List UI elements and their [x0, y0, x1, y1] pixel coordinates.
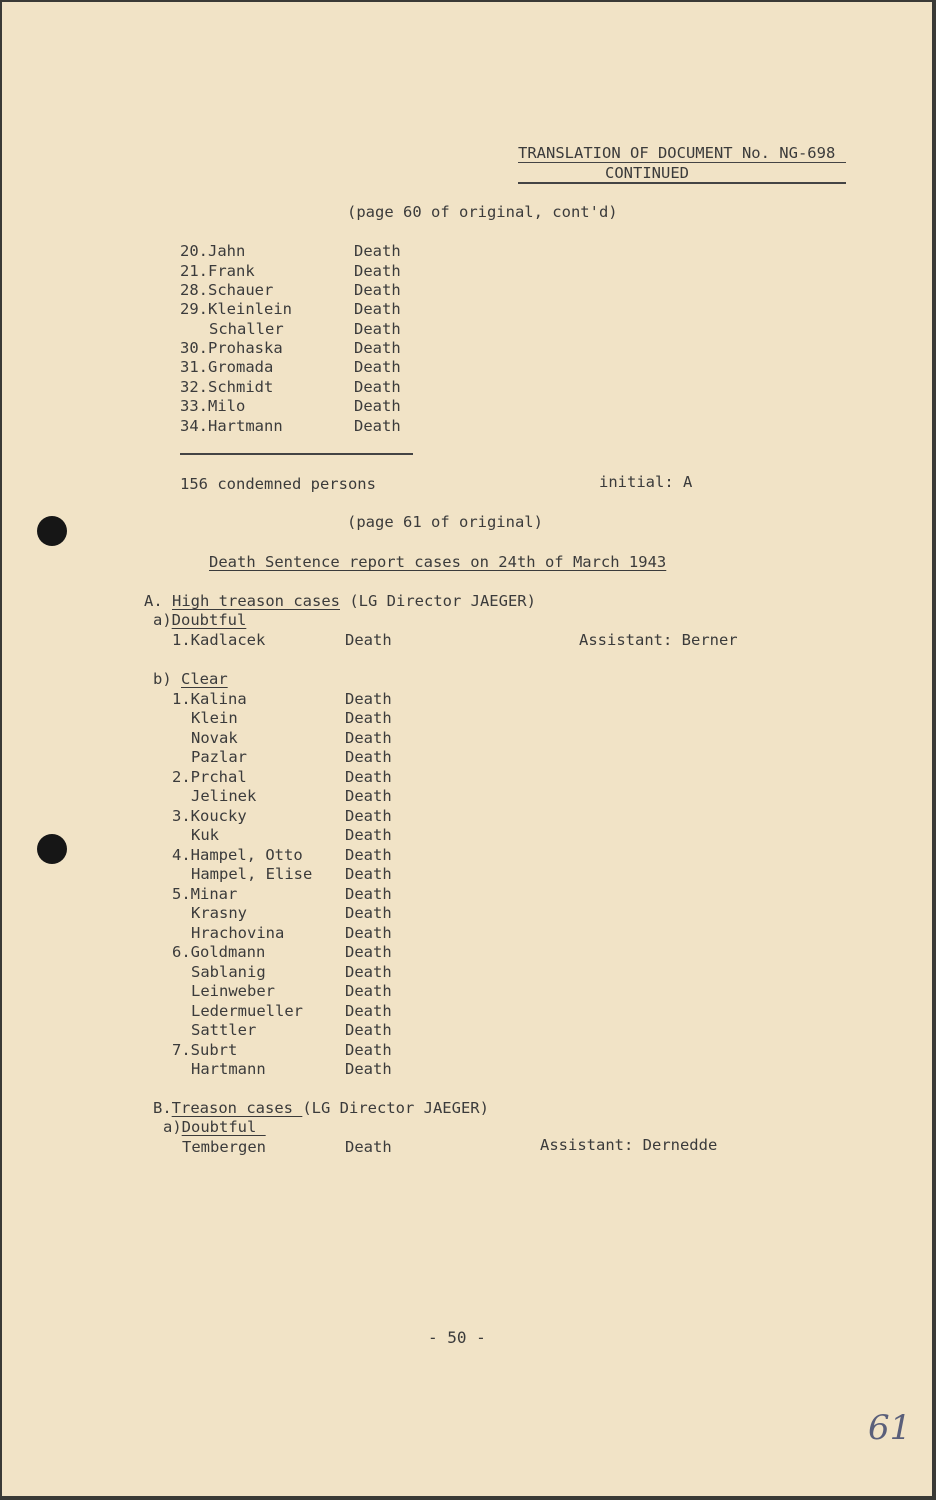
section-a-title: High treason cases — [172, 592, 340, 610]
list-item-sentence: Death — [345, 768, 392, 786]
page61-heading: (page 61 of original) — [347, 513, 543, 531]
list-item-name: 30.Prohaska — [180, 339, 283, 357]
list-item-sentence: Death — [354, 397, 401, 415]
list-item-name: 6.Goldmann — [172, 943, 266, 961]
list-item-sentence: Death — [345, 924, 392, 942]
section-b-title: Treason cases — [171, 1099, 303, 1117]
list-item-name: 32.Schmidt — [180, 378, 274, 396]
document-subtitle: CONTINUED — [605, 164, 689, 182]
list-item-name: 34.Hartmann — [180, 417, 283, 435]
list-item-name: Leinweber — [191, 982, 275, 1000]
list-item-name: 1.Kalina — [172, 690, 247, 708]
list-item-sentence: Death — [354, 300, 401, 318]
list-item-name: 4.Hampel, Otto — [172, 846, 303, 864]
list-item-sentence: Death — [345, 865, 392, 883]
list-item-sentence: Death — [354, 242, 401, 260]
list-item-name: Sattler — [191, 1021, 257, 1039]
page60-heading: (page 60 of original, cont'd) — [347, 203, 618, 221]
list-item-name: Hartmann — [191, 1060, 266, 1078]
list-item-sentence: Death — [354, 320, 401, 338]
list-item-name: 21.Frank — [180, 262, 255, 280]
handwritten-page-mark: 61 — [868, 1408, 912, 1448]
section-b-heading — [153, 1099, 489, 1117]
list-item-name: 29.Kleinlein — [180, 300, 292, 318]
list-item-name: Schaller — [209, 320, 284, 338]
punch-hole — [37, 516, 67, 546]
assistant-label: Assistant: Berner — [579, 631, 738, 649]
doubtful-label: Doubtful — [171, 611, 247, 629]
section-b-director: (LG Director JAEGER) — [302, 1099, 489, 1117]
list-item-name: Ledermueller — [191, 1002, 303, 1020]
list-item-name: Sablanig — [191, 963, 266, 981]
condemned-total: 156 condemned persons — [180, 475, 376, 493]
list-item-name: Hrachovina — [191, 924, 285, 942]
list-item-sentence: Death — [345, 1060, 392, 1078]
list-item-sentence: Death — [345, 846, 392, 864]
doubtful-prefix: a) — [153, 611, 172, 629]
clear-prefix: b) — [153, 670, 181, 688]
page-number: - 50 - — [428, 1328, 486, 1347]
assistant-label: Assistant: Dernedde — [540, 1136, 718, 1154]
list-item-sentence: Death — [345, 1021, 392, 1039]
list-item-sentence: Death — [354, 378, 401, 396]
list-item-name: 28.Schauer — [180, 281, 274, 299]
section-a-heading — [144, 592, 536, 610]
list-item-name: 7.Subrt — [172, 1041, 238, 1059]
list-item-sentence: Death — [354, 281, 401, 299]
list-item-name: 31.Gromada — [180, 358, 274, 376]
list-item-name: 1.Kadlacek — [172, 631, 266, 649]
section-b-prefix: B. — [153, 1099, 172, 1117]
list-item-sentence: Death — [345, 748, 392, 766]
list-item-name: Klein — [191, 709, 238, 727]
list-item-name: Jelinek — [191, 787, 257, 805]
list-item-name: Novak — [191, 729, 238, 747]
list-item-sentence: Death — [345, 943, 392, 961]
list-item-name: Pazlar — [191, 748, 247, 766]
section-a-clear-heading — [153, 670, 228, 688]
list-item-sentence: Death — [345, 1002, 392, 1020]
report-title: Death Sentence report cases on 24th of March 1943 — [209, 553, 667, 571]
list-item-sentence: Death — [345, 904, 392, 922]
title-underline — [518, 162, 846, 163]
document-page — [2, 2, 932, 1496]
list-item-sentence: Death — [354, 339, 401, 357]
list-item-name: 2.Prchal — [172, 768, 247, 786]
section-a-doubtful-heading — [153, 611, 246, 629]
list-item-sentence: Death — [345, 826, 392, 844]
total-divider — [180, 453, 413, 455]
doubtful-label: Doubtful — [181, 1118, 266, 1136]
section-b-doubtful-heading — [163, 1118, 266, 1136]
list-item-sentence: Death — [345, 1041, 392, 1059]
list-item-sentence: Death — [345, 1138, 392, 1156]
list-item-sentence: Death — [354, 262, 401, 280]
list-item-name: 33.Milo — [180, 397, 246, 415]
list-item-sentence: Death — [354, 358, 401, 376]
list-item-sentence: Death — [345, 631, 392, 649]
section-a-prefix: A. — [144, 592, 163, 610]
document-title: TRANSLATION OF DOCUMENT No. NG-698 — [518, 144, 836, 162]
list-item-name: 5.Minar — [172, 885, 238, 903]
punch-hole — [37, 834, 67, 864]
list-item-name: 3.Koucky — [172, 807, 247, 825]
list-item-name: Hampel, Elise — [191, 865, 313, 883]
list-item-name: Krasny — [191, 904, 247, 922]
list-item-sentence: Death — [345, 963, 392, 981]
clear-label: Clear — [181, 670, 228, 688]
list-item-sentence: Death — [345, 729, 392, 747]
doubtful-prefix: a) — [163, 1118, 182, 1136]
list-item-name: Tembergen — [182, 1138, 266, 1156]
initial-mark: initial: A — [599, 473, 693, 491]
list-item-name: 20.Jahn — [180, 242, 246, 260]
section-a-director: (LG Director JAEGER) — [340, 592, 536, 610]
list-item-name: Kuk — [191, 826, 219, 844]
list-item-sentence: Death — [345, 690, 392, 708]
list-item-sentence: Death — [345, 982, 392, 1000]
list-item-sentence: Death — [354, 417, 401, 435]
list-item-sentence: Death — [345, 885, 392, 903]
header-rule — [518, 182, 846, 184]
list-item-sentence: Death — [345, 709, 392, 727]
list-item-sentence: Death — [345, 807, 392, 825]
list-item-sentence: Death — [345, 787, 392, 805]
